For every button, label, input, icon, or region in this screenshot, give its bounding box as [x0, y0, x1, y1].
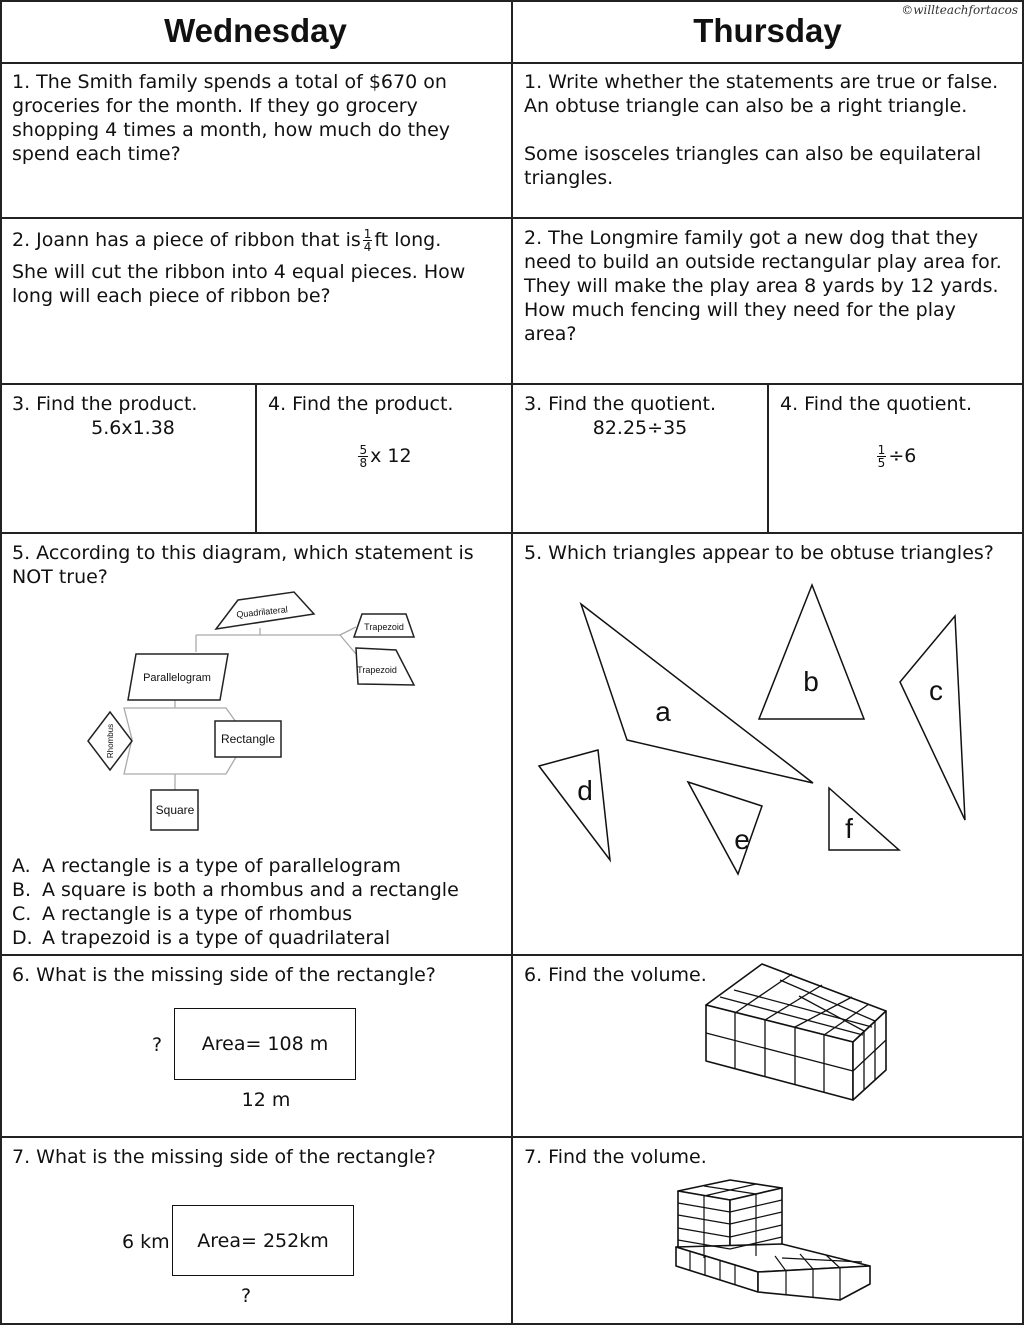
base-front-long: [758, 1266, 870, 1300]
wed-q4-rest: x 12: [370, 445, 412, 467]
thu-q5-prompt: 5. Which triangles appear to be obtuse triangles?: [524, 542, 994, 564]
thu-q3-label: 3. Find the quotient.: [524, 393, 717, 415]
label-trapezoid-2: Trapezoid: [357, 665, 397, 675]
triangle-label-f: f: [845, 813, 853, 844]
wed-q5-prompt: 5. According to this diagram, which statement is NOT true?: [12, 542, 474, 588]
option-letter: C.: [12, 903, 32, 925]
wed-q6-side-label: ?: [152, 1034, 163, 1056]
label-rhombus: Rhombus: [106, 723, 115, 759]
fraction-denominator: 5: [877, 456, 886, 470]
label-parallelogram: Parallelogram: [143, 672, 211, 684]
wed-q7-prompt: 7. What is the missing side of the rectangle?: [12, 1146, 436, 1168]
wed-q2-pre: 2. Joann has a piece of ribbon that is: [12, 229, 361, 251]
wed-q3-label: 3. Find the product.: [12, 393, 198, 415]
thursday-header: Thursday: [693, 12, 842, 49]
thu-q1-line1: 1. Write whether the statements are true or false.: [524, 71, 999, 93]
wed-q3-expression: 5.6x1.38: [91, 417, 175, 439]
label-square: Square: [155, 803, 195, 817]
triangle-label-d: d: [577, 775, 593, 806]
wed-q2-post: ft long.: [374, 229, 442, 251]
wed-q6-rectangle: Area= 108 m: [174, 1008, 356, 1080]
thu-q6-prompt: 6. Find the volume.: [524, 964, 707, 986]
thu-q4-label: 4. Find the quotient.: [780, 393, 973, 415]
wed-q6-bottom-label: 12 m: [241, 1089, 291, 1111]
thu-q3-expression: 82.25÷35: [592, 417, 688, 439]
triangle-label-b: b: [803, 666, 819, 697]
fraction-numerator: 1: [363, 227, 372, 241]
fraction-denominator: 4: [363, 240, 372, 254]
label-rectangle: Rectangle: [220, 732, 276, 746]
thu-q1-line3: Some isosceles triangles can also be equilateral triangles.: [524, 143, 982, 189]
thu-q4-rest: ÷6: [888, 445, 917, 467]
label-trapezoid-1: Trapezoid: [364, 622, 404, 632]
thu-q1-line2: An obtuse triangle can also be a right triangle.: [524, 95, 968, 117]
triangle-label-a: a: [655, 696, 671, 727]
wed-q7-rectangle: Area= 252km: [172, 1205, 354, 1276]
wed-q4-label: 4. Find the product.: [268, 393, 454, 415]
option-letter: B.: [12, 879, 32, 901]
option-text: A trapezoid is a type of quadrilateral: [42, 927, 391, 949]
option-text: A square is both a rhombus and a rectangle: [42, 879, 459, 901]
triangle-label-c: c: [929, 675, 943, 706]
fraction-numerator: 1: [877, 443, 886, 457]
watermark: ©willteachfortacos: [901, 3, 1018, 17]
thu-q2: 2. The Longmire family got a new dog that they need to build an outside rectangular play area for. They will make the play area 8 yards by 12 yards. How much fencing will they need for the play area?: [524, 227, 1002, 345]
option-text: A rectangle is a type of parallelogram: [42, 855, 401, 877]
wed-q2-line2: She will cut the ribbon into 4 equal pieces. How long will each piece of ribbon be?: [12, 261, 466, 307]
triangle-label-e: e: [734, 824, 750, 855]
option-letter: D.: [12, 927, 33, 949]
label-quadrilateral: Quadrilateral: [235, 604, 289, 620]
wednesday-header: Wednesday: [164, 12, 347, 49]
fraction-numerator: 5: [359, 443, 368, 457]
wed-q7-bottom-label: ?: [240, 1285, 252, 1307]
wed-q7-side-label: 6 km: [122, 1231, 170, 1253]
thu-q7-prompt: 7. Find the volume.: [524, 1146, 707, 1168]
option-text: A rectangle is a type of rhombus: [42, 903, 353, 925]
option-letter: A.: [12, 855, 31, 877]
wed-q6-prompt: 6. What is the missing side of the rectangle?: [12, 964, 436, 986]
wed-q1: 1. The Smith family spends a total of $670 on groceries for the month. If they go grocery shopping 4 times a month, how much do they spend each time?: [12, 71, 451, 165]
fraction-denominator: 8: [359, 456, 368, 470]
